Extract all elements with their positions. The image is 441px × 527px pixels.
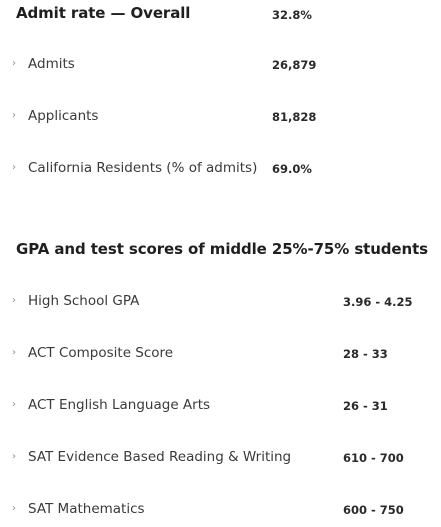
item-label: SAT Mathematics	[28, 501, 145, 517]
chevron-right-icon: ›	[12, 162, 16, 173]
item-label: California Residents (% of admits)	[28, 160, 258, 176]
item-label: SAT Evidence Based Reading & Writing	[28, 449, 292, 465]
item-value: 600 - 750	[343, 503, 404, 517]
item-value: 26,879	[272, 58, 317, 72]
item-label: ACT Composite Score	[28, 345, 174, 361]
list-item-admits[interactable]	[12, 55, 441, 75]
chevron-right-icon: ›	[12, 295, 16, 306]
admit-rate-value: 32.8%	[272, 8, 312, 22]
scores-title: GPA and test scores of middle 25%-75% students	[16, 240, 428, 258]
chevron-right-icon: ›	[12, 503, 16, 514]
list-item-hs-gpa[interactable]	[12, 292, 441, 312]
item-label: High School GPA	[28, 293, 140, 309]
item-label: Admits	[28, 56, 75, 72]
item-label: Applicants	[28, 108, 99, 124]
list-item-applicants[interactable]	[12, 107, 441, 127]
chevron-right-icon: ›	[12, 451, 16, 462]
item-value: 69.0%	[272, 162, 312, 176]
list-item-act-composite[interactable]	[12, 344, 441, 364]
list-item-sat-math[interactable]	[12, 500, 441, 520]
item-label: ACT English Language Arts	[28, 397, 211, 413]
item-value: 26 - 31	[343, 399, 388, 413]
item-value: 28 - 33	[343, 347, 388, 361]
list-item-california-residents[interactable]	[12, 159, 441, 179]
list-item-act-ela[interactable]	[12, 396, 441, 416]
admit-rate-title: Admit rate — Overall	[16, 4, 191, 22]
chevron-right-icon: ›	[12, 58, 16, 69]
item-value: 610 - 700	[343, 451, 404, 465]
list-item-sat-erw[interactable]	[12, 448, 441, 468]
item-value: 3.96 - 4.25	[343, 295, 413, 309]
chevron-right-icon: ›	[12, 110, 16, 121]
chevron-right-icon: ›	[12, 347, 16, 358]
chevron-right-icon: ›	[12, 399, 16, 410]
item-value: 81,828	[272, 110, 317, 124]
